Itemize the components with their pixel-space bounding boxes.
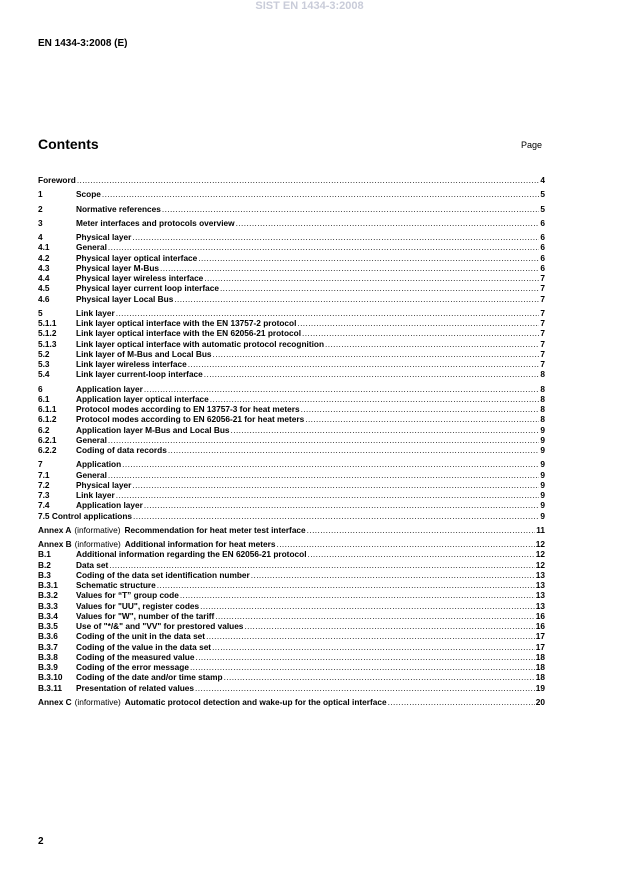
dot-leader <box>302 328 539 338</box>
toc-entry[interactable] <box>38 445 545 455</box>
toc-entry-page: 18 <box>535 672 545 683</box>
toc-entry[interactable] <box>38 697 545 707</box>
toc-entry-title: Coding of the error message <box>76 662 189 672</box>
toc-entry[interactable] <box>38 511 545 521</box>
page-title: Contents <box>38 136 99 152</box>
dot-leader <box>301 404 540 414</box>
dot-leader <box>308 549 535 559</box>
toc-entry-page: 7 <box>540 338 545 349</box>
toc-entry[interactable] <box>38 349 545 359</box>
dot-leader <box>102 189 539 199</box>
toc-entry[interactable] <box>38 539 545 549</box>
toc-entry-number: 5 <box>38 307 43 318</box>
toc-entry-number: B.1 <box>38 549 51 560</box>
dot-leader <box>325 339 539 349</box>
toc-entry-title: Application layer <box>76 383 143 394</box>
dot-leader <box>133 511 539 521</box>
toc-entry[interactable] <box>38 683 545 693</box>
toc-entry-title: Recommendation for heat meter test interface <box>124 524 306 535</box>
toc-entry-page: 12 <box>535 559 545 570</box>
toc-entry-number: B.3.9 <box>38 662 58 672</box>
toc-group <box>38 697 545 707</box>
dot-leader <box>174 294 539 304</box>
toc-entry-title: Values for "W", number of the tariff <box>76 610 215 621</box>
toc-entry[interactable] <box>38 204 545 214</box>
toc-entry-page: 6 <box>540 232 545 242</box>
dot-leader <box>277 539 535 549</box>
toc-entry-page: 9 <box>540 500 545 511</box>
toc-entry-page: 4 <box>540 175 545 185</box>
toc-entry[interactable] <box>38 369 545 379</box>
toc-entry-title: Link layer optical interface with the EN 13757-2 protocol <box>76 318 297 328</box>
toc-entry[interactable] <box>38 435 545 445</box>
toc-entry-number: 4 <box>38 232 43 242</box>
toc-entry-number: Annex C <box>38 696 72 707</box>
dot-leader <box>116 308 540 318</box>
toc-entry[interactable] <box>38 339 545 349</box>
dot-leader <box>168 445 540 455</box>
toc-entry[interactable] <box>38 294 545 304</box>
toc-entry-title: Physical layer current loop interface <box>76 283 219 294</box>
toc-entry-number: 6.2.1 <box>38 434 57 445</box>
dot-leader <box>77 175 540 185</box>
toc-entry-number: 7.4 <box>38 500 50 511</box>
toc-entry-title: Scope <box>76 189 101 200</box>
toc-entry-page: 6 <box>540 217 545 228</box>
toc-entry[interactable] <box>38 549 545 559</box>
dot-leader <box>388 697 535 707</box>
toc-entry-title: Link layer <box>76 490 115 500</box>
toc-entry[interactable] <box>38 459 545 469</box>
toc-entry-page: 19 <box>535 682 545 693</box>
toc-entry[interactable] <box>38 404 545 414</box>
toc-entry-number: B.3.8 <box>38 651 58 662</box>
toc-entry-page: 9 <box>540 459 545 470</box>
toc-entry-title: Application layer <box>76 500 143 511</box>
dot-leader <box>180 590 535 600</box>
page-number: 2 <box>38 836 44 847</box>
toc-entry[interactable] <box>38 570 545 580</box>
toc-entry-number: B.3 <box>38 569 51 580</box>
toc-entry-title: Physical layer wireless interface <box>76 273 204 283</box>
toc-entry[interactable] <box>38 359 545 369</box>
toc-group <box>38 459 545 521</box>
toc-entry-title: Schematic structure <box>76 580 156 590</box>
toc-entry-title: Physical layer <box>76 479 132 490</box>
toc-entry-title: Link layer wireless interface <box>76 359 187 369</box>
toc-entry[interactable] <box>38 318 545 328</box>
toc-entry[interactable] <box>38 263 545 273</box>
dot-leader <box>307 525 536 535</box>
toc-entry-title: Additional information for heat meters <box>124 539 276 549</box>
toc-entry[interactable] <box>38 470 545 480</box>
toc-entry-title: Data set <box>76 559 109 570</box>
toc-entry-page: 8 <box>540 369 545 380</box>
toc-entry-title: Link layer optical interface with automatic protocol recognition <box>76 338 325 349</box>
dot-leader <box>144 384 540 394</box>
toc-entry-number: B.3.4 <box>38 610 58 621</box>
dot-leader <box>297 318 539 328</box>
toc-entry-title: Physical layer optical interface <box>76 252 198 263</box>
watermark: SIST EN 1434-3:2008 <box>255 0 364 12</box>
toc-entry[interactable] <box>38 253 545 263</box>
toc-entry-page: 9 <box>540 469 545 480</box>
toc-entry-number: B.3.2 <box>38 590 58 601</box>
toc-entry[interactable] <box>38 490 545 500</box>
dot-leader <box>251 570 535 580</box>
dot-leader <box>213 349 540 359</box>
dot-leader <box>204 273 539 283</box>
dot-leader <box>244 621 534 631</box>
toc-entry-title: Physical layer Local Bus <box>76 293 174 304</box>
dot-leader <box>215 611 534 621</box>
dot-leader <box>231 425 540 435</box>
dot-leader <box>108 242 539 252</box>
toc-group <box>38 308 545 380</box>
toc-entry-title: Application <box>76 459 122 470</box>
toc-entry-title: Protocol modes according to EN 62056-21 for heat meters <box>76 414 305 425</box>
dot-leader <box>195 683 535 693</box>
dot-leader <box>132 232 539 242</box>
toc-entry-page: 12 <box>535 549 545 560</box>
toc-entry-page: 16 <box>535 621 545 631</box>
dot-leader <box>190 662 535 672</box>
toc-entry-page: 18 <box>535 651 545 662</box>
dot-leader <box>200 601 535 611</box>
document-id: EN 1434-3:2008 (E) <box>38 38 128 49</box>
toc-entry[interactable] <box>38 394 545 404</box>
dot-leader <box>224 672 535 682</box>
toc-group <box>38 384 545 456</box>
toc-entry-number: B.3.1 <box>38 580 58 590</box>
toc-entry-number: B.3.7 <box>38 641 58 652</box>
toc-group <box>38 525 545 535</box>
toc-entry-title: Use of "*/&" and "VV" for prestored values <box>76 621 244 631</box>
toc-entry-page: 5 <box>540 203 545 214</box>
toc-entry-page: 12 <box>535 539 545 549</box>
page-column-label: Page <box>521 140 543 150</box>
toc-entry-number: 5.4 <box>38 369 50 380</box>
toc-entry-title: Application layer M-Bus and Local Bus <box>76 424 230 435</box>
toc-entry-number: 4.3 <box>38 262 50 273</box>
toc-entry-number: 6.1.1 <box>38 404 57 414</box>
toc-entry[interactable] <box>38 642 545 652</box>
toc-entry-number: B.3.5 <box>38 621 58 631</box>
toc-entry-number: 5.1.1 <box>38 318 57 328</box>
dot-leader <box>144 500 540 510</box>
toc-entry[interactable] <box>38 652 545 662</box>
dot-leader <box>195 652 534 662</box>
toc-entry-page: 9 <box>540 510 545 521</box>
toc-entry-number: 2 <box>38 203 43 214</box>
toc-entry-page: 7 <box>540 283 545 294</box>
toc-entry-title: General <box>76 434 107 445</box>
toc-entry-title: Link layer of M-Bus and Local Bus <box>76 348 212 359</box>
toc-entry-number: Foreword <box>38 175 76 185</box>
toc-entry-number: 6 <box>38 383 43 394</box>
toc-entry-title: Coding of the measured value <box>76 651 195 662</box>
toc-entry[interactable] <box>38 175 545 185</box>
toc-entry-number: 5.1.2 <box>38 328 57 339</box>
toc-entry-title: Coding of the value in the data set <box>76 641 212 652</box>
toc-entry-number: B.3.11 <box>38 682 62 693</box>
toc-entry-title: Physical layer <box>76 232 132 242</box>
dot-leader <box>160 263 539 273</box>
toc-entry-number: 7.1 <box>38 469 50 480</box>
toc-entry-number: 7.5 Control applications <box>38 510 133 521</box>
toc-entry-number: 6.2 <box>38 424 50 435</box>
toc-entry-number: 4.2 <box>38 252 50 263</box>
toc-entry-title: Meter interfaces and protocols overview <box>76 217 235 228</box>
toc-entry[interactable] <box>38 621 545 631</box>
toc-entry-title: Normative references <box>76 203 161 214</box>
toc-entry-title: Values for “T” group code <box>76 590 179 601</box>
toc-entry[interactable] <box>38 425 545 435</box>
toc-entry-title: Link layer <box>76 307 115 318</box>
toc-entry-page: 6 <box>540 262 545 273</box>
toc-entry-number: 5.1.3 <box>38 338 57 349</box>
toc-entry-number: 6.2.2 <box>38 445 57 455</box>
dot-leader <box>116 490 540 500</box>
toc-entry-page: 8 <box>540 383 545 394</box>
toc-entry-page: 13 <box>535 569 545 580</box>
dot-leader <box>162 204 540 214</box>
toc-entry-page: 13 <box>535 590 545 601</box>
toc-entry-title: Physical layer M-Bus <box>76 262 160 273</box>
toc-entry-page: 7 <box>540 359 545 369</box>
toc-entry-number: 7 <box>38 459 43 470</box>
dot-leader <box>122 459 539 469</box>
toc-entry-number: 1 <box>38 189 43 200</box>
toc-entry[interactable] <box>38 631 545 641</box>
toc-entry-page: 5 <box>540 189 545 200</box>
toc-group <box>38 539 545 693</box>
toc-entry-number: B.3.6 <box>38 631 58 642</box>
toc-entry[interactable] <box>38 218 545 228</box>
table-of-contents <box>38 175 545 707</box>
toc-entry-page: 9 <box>540 479 545 490</box>
toc-entry[interactable] <box>38 601 545 611</box>
toc-entry-number: 6.1.2 <box>38 414 57 425</box>
toc-entry-title: Application layer optical interface <box>76 393 209 404</box>
toc-entry-page: 7 <box>540 328 545 339</box>
toc-entry-page: 7 <box>540 293 545 304</box>
dot-leader <box>204 369 540 379</box>
toc-entry-page: 17 <box>535 631 545 642</box>
toc-entry-number: Annex B <box>38 539 72 549</box>
toc-entry[interactable] <box>38 560 545 570</box>
toc-entry[interactable] <box>38 590 545 600</box>
toc-entry-title: Coding of the unit in the data set <box>76 631 206 642</box>
toc-entry[interactable] <box>38 414 545 424</box>
toc-entry-title: Link layer optical interface with the EN 62056-21 protocol <box>76 328 302 339</box>
toc-entry-page: 7 <box>540 307 545 318</box>
toc-group <box>38 204 545 214</box>
toc-entry[interactable] <box>38 662 545 672</box>
toc-entry-page: 7 <box>540 273 545 283</box>
toc-entry[interactable] <box>38 525 545 535</box>
dot-leader <box>132 480 539 490</box>
toc-entry-title: Additional information regarding the EN 62056-21 protocol <box>76 549 307 560</box>
toc-entry-number: 4.1 <box>38 242 50 253</box>
dot-leader <box>206 631 535 641</box>
toc-group <box>38 189 545 199</box>
toc-entry-number: B.2 <box>38 559 51 570</box>
toc-entry[interactable] <box>38 232 545 242</box>
toc-entry-number: 4.5 <box>38 283 50 294</box>
toc-entry-informative: (informative) <box>74 539 121 549</box>
toc-entry-page: 9 <box>540 490 545 500</box>
dot-leader <box>198 253 539 263</box>
dot-leader <box>210 394 540 404</box>
dot-leader <box>109 560 534 570</box>
toc-entry[interactable] <box>38 384 545 394</box>
toc-entry-page: 7 <box>540 348 545 359</box>
toc-entry-title: Values for "UU", register codes <box>76 600 200 611</box>
toc-entry[interactable] <box>38 273 545 283</box>
toc-entry-number: 3 <box>38 217 43 228</box>
toc-entry-number: Annex A <box>38 524 72 535</box>
toc-group <box>38 218 545 228</box>
toc-entry-informative: (informative) <box>74 524 121 535</box>
toc-entry-number: B.3.10 <box>38 672 63 683</box>
toc-group <box>38 232 545 304</box>
toc-entry-page: 8 <box>540 414 545 425</box>
toc-entry-page: 18 <box>535 662 545 672</box>
dot-leader <box>108 470 539 480</box>
toc-entry-number: 4.6 <box>38 293 50 304</box>
toc-entry-number: 5.3 <box>38 359 50 369</box>
dot-leader <box>108 435 539 445</box>
toc-entry[interactable] <box>38 611 545 621</box>
toc-entry-title: Protocol modes according to EN 13757-3 for heat meters <box>76 404 300 414</box>
toc-entry[interactable] <box>38 308 545 318</box>
toc-entry[interactable] <box>38 283 545 293</box>
toc-group <box>38 175 545 185</box>
toc-entry-title: General <box>76 242 107 253</box>
toc-entry-page: 7 <box>540 318 545 328</box>
toc-entry-number: 4.4 <box>38 273 50 283</box>
toc-entry-page: 9 <box>540 445 545 455</box>
toc-entry-page: 8 <box>540 404 545 414</box>
toc-entry-number: 6.1 <box>38 393 50 404</box>
toc-entry[interactable] <box>38 480 545 490</box>
dot-leader <box>220 283 539 293</box>
dot-leader <box>236 218 540 228</box>
toc-entry-title: Presentation of related values <box>76 682 195 693</box>
toc-entry-title: Link layer current-loop interface <box>76 369 203 380</box>
dot-leader <box>157 580 535 590</box>
toc-entry-number: 7.2 <box>38 479 50 490</box>
toc-entry-page: 17 <box>535 641 545 652</box>
toc-entry[interactable] <box>38 328 545 338</box>
toc-entry[interactable] <box>38 242 545 252</box>
toc-entry-page: 20 <box>535 696 545 707</box>
toc-entry-title: Automatic protocol detection and wake-up for the optical interface <box>124 696 387 707</box>
toc-entry-title: Coding of data records <box>76 445 167 455</box>
toc-entry-page: 13 <box>535 580 545 590</box>
toc-entry-page: 13 <box>535 600 545 611</box>
toc-entry[interactable] <box>38 672 545 682</box>
toc-entry-title: Coding of the data set identification number <box>76 569 250 580</box>
toc-entry-number: 7.3 <box>38 490 50 500</box>
toc-entry-page: 16 <box>535 610 545 621</box>
dot-leader <box>188 359 540 369</box>
toc-entry-page: 6 <box>540 242 545 253</box>
toc-entry[interactable] <box>38 580 545 590</box>
dot-leader <box>212 642 535 652</box>
toc-entry[interactable] <box>38 189 545 199</box>
toc-entry-page: 11 <box>536 524 545 535</box>
toc-entry-page: 6 <box>540 252 545 263</box>
toc-entry-number: 5.2 <box>38 348 50 359</box>
toc-entry-number: B.3.3 <box>38 600 58 611</box>
toc-entry[interactable] <box>38 500 545 510</box>
toc-entry-page: 9 <box>540 434 545 445</box>
toc-entry-page: 9 <box>540 424 545 435</box>
toc-entry-informative: (informative) <box>74 696 121 707</box>
toc-entry-title: General <box>76 469 107 480</box>
toc-entry-page: 8 <box>540 393 545 404</box>
toc-entry-title: Coding of the date and/or time stamp <box>76 672 223 683</box>
dot-leader <box>305 414 539 424</box>
